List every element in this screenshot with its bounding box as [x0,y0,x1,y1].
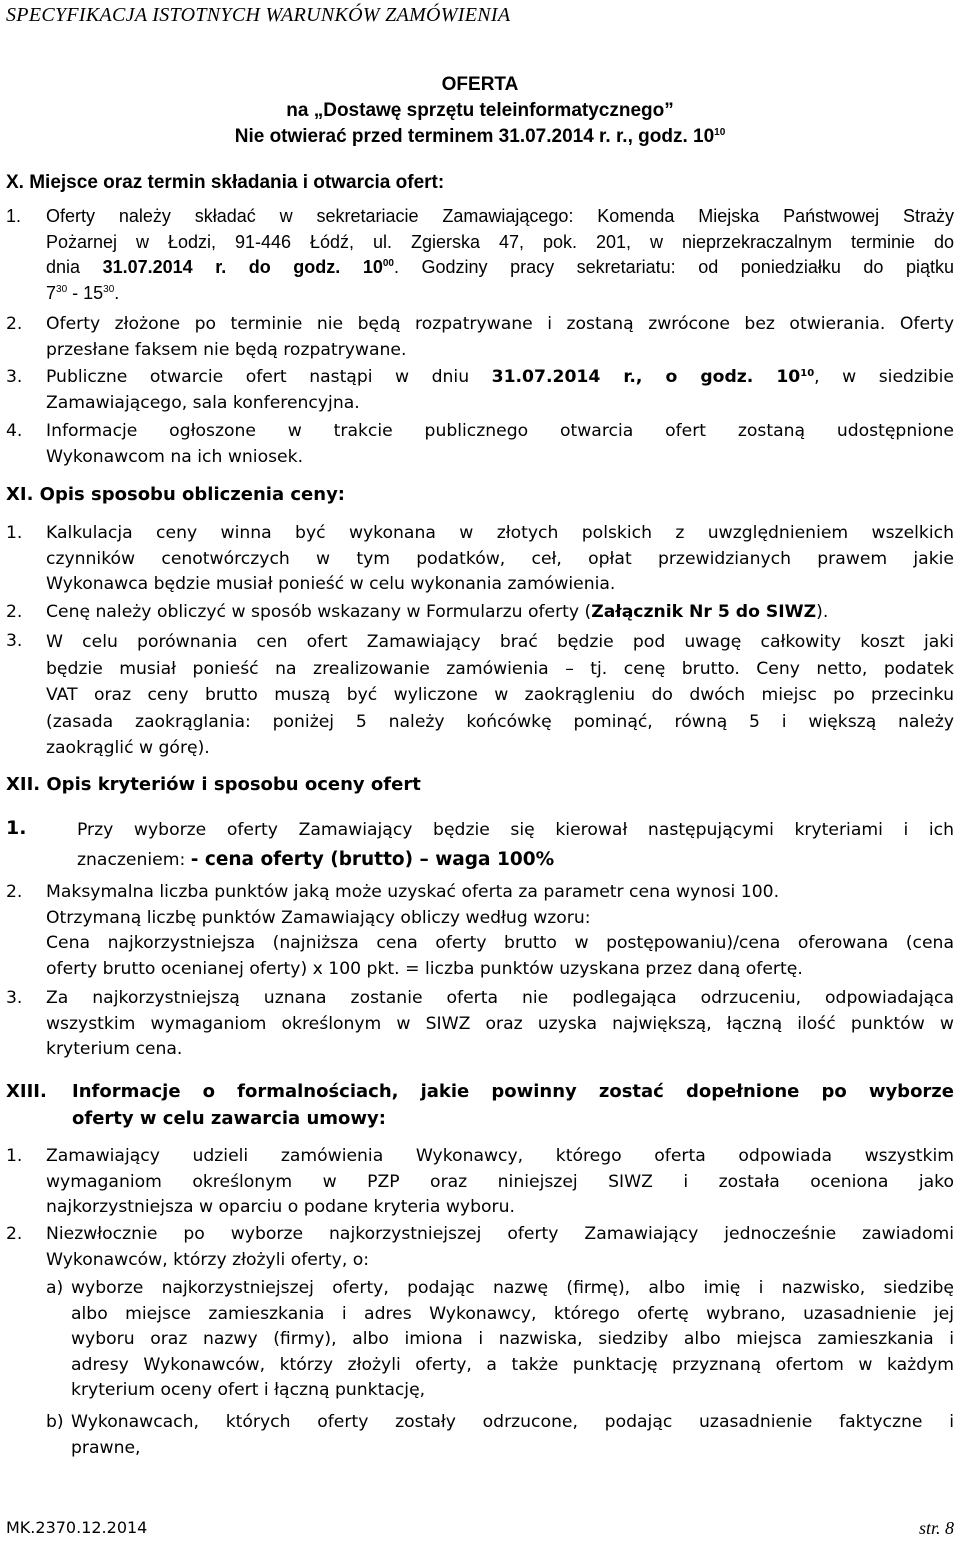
section-xiii-item-2: 2. Niezwłocznie po wyborze najkorzystniejszej oferty Zamawiający jednocześnie zawiadomi Wykonawców, którzy złożyli oferty, o: [6,1224,954,1270]
page-number: str. 8 [918,1518,954,1538]
section-xi-item-3: 3. W celu porównania cen ofert Zamawiający brać będzie pod uwagę całkowity koszt jaki będzie musiał ponieść na zrealizowanie zamówienia – tj. cenę brutto. Ceny netto, podatek VAT oraz ceny brutto muszą być wyliczone w zaokrągleniu do dwóch miejsc po przecinku (zasada zaokrąglania: poniżej 5 należy końcówkę pominąć, równą 5 i większą należy zaokrąglić w górę). [6,631,954,758]
section-x-item-4: 4. Informacje ogłoszone w trakcie publicznego otwarcia ofert zostaną udostępnione Wykonawcom na ich wniosek. [6,421,954,467]
envelope-line-1: OFERTA [441,74,519,95]
section-xi-item-1: 1. Kalkulacja ceny winna być wykonana w złotych polskich z uwzględnieniem wszelkich czynników cenotwórczych w tym podatków, ceł, opłat przewidzianych prawem jakie Wykonawca będzie musiał ponieść w celu wykonania zamówienia. [6,523,954,594]
section-x-item-3: 3. Publiczne otwarcie ofert nastąpi w dniu 31.07.2014 r., o godz. $10^{10}$, w siedzibie Zamawiającego, sala konferencyjna. [6,367,954,413]
section-xiii-item-1: 1. Zamawiający udzieli zamówienia Wykonawcy, którego oferta odpowiada wszystkim wymaganiom określonym w PZP oraz niniejszej SIWZ i została oceniona jako najkorzystniejsza w oparciu o podane kryteria wyboru. [6,1146,954,1217]
section-xi-item-2: 2. Cenę należy obliczyć w sposób wskazany w Formularzu oferty (Załącznik Nr 5 do SIWZ). [6,602,829,622]
envelope-title [0,72,960,150]
section-xii-item-3: 3. Za najkorzystniejszą uznana zostanie oferta nie podlegająca odrzuceniu, odpowiadająca wszystkim wymaganiom określonym w SIWZ oraz uzyska największą, łączną ilość punktów w kryterium cena. [6,988,954,1059]
section-xiii-subitem-a: a) wyborze najkorzystniejszej oferty, podając nazwę (firmę), albo imię i nazwisko, siedzibę albo miejsce zamieszkania i adres Wykonawcy, którego ofertę wybrano, uzasadnienie jej wyboru oraz nazwy (firmy), albo imiona i nazwiska, siedziby albo miejsca zamieszkania i adresy Wykonawców, którzy złożyli oferty, a także punktację przyznaną ofertom w każdym kryterium oceny ofert i łączną punktację, [46,1278,954,1400]
running-header: SPECYFIKACJA ISTOTNYCH WARUNKÓW ZAMÓWIENIA [6,4,511,26]
section-xiii-subitem-b: b) Wykonawcach, których oferty zostały odrzucone, podając uzasadnienie faktyczne i prawne, [46,1412,954,1458]
section-xiii-heading: XIII. Informacje o formalnościach, jakie powinny zostać dopełnione po wyborze oferty w celu zawarcia umowy: [6,1081,954,1129]
section-x-heading: X. Miejsce oraz termin składania i otwarcia ofert: [6,172,445,193]
document-code: MK.2370.12.2014 [6,1518,148,1537]
section-xii-heading: XII. Opis kryteriów i sposobu oceny ofert [6,774,421,795]
envelope-line-2: na „Dostawę sprzętu teleinformatycznego” [286,100,674,121]
section-xi-heading: XI. Opis sposobu obliczenia ceny: [6,484,345,505]
section-x-item-2: 2. Oferty złożone po terminie nie będą rozpatrywane i zostaną zwrócone bez otwierania. Oferty przesłane faksem nie będą rozpatrywane. [6,314,954,360]
section-xii-item-2: 2. Maksymalna liczba punktów jaką może uzyskać oferta za parametr cena wynosi 100. Otrzymaną liczbę punktów Zamawiający obliczy według wzoru: Cena najkorzystniejsza (najniższa cena oferty brutto w postępowaniu)/cena oferowana (cena oferty brutto ocenianej oferty) x 100 pkt. = liczba punktów uzyskana przez daną ofertę. [6,882,954,979]
envelope-line-3: Nie otwierać przed terminem 31.07.2014 r. r., godz. $10^{10}$ [234,126,726,147]
section-xii-item-1: 1. Przy wyborze oferty Zamawiający będzie się kierował następującymi kryteriami i ich znaczeniem: - cena oferty (brutto) – waga 100% [6,817,954,870]
section-x-item-1: 1. Oferty należy składać w sekretariacie Zamawiającego: Komenda Miejska Państwowej Straży Pożarnej w Łodzi, 91-446 Łódź, ul. Zgierska 47, pok. 201, w nieprzekraczalnym terminie do dnia 31.07.2014 r. do godz. $10^{00}$. Godziny pracy sekretariatu: od poniedziałku do piątku $7^{30} - 15^{30}$. [6,206,954,303]
